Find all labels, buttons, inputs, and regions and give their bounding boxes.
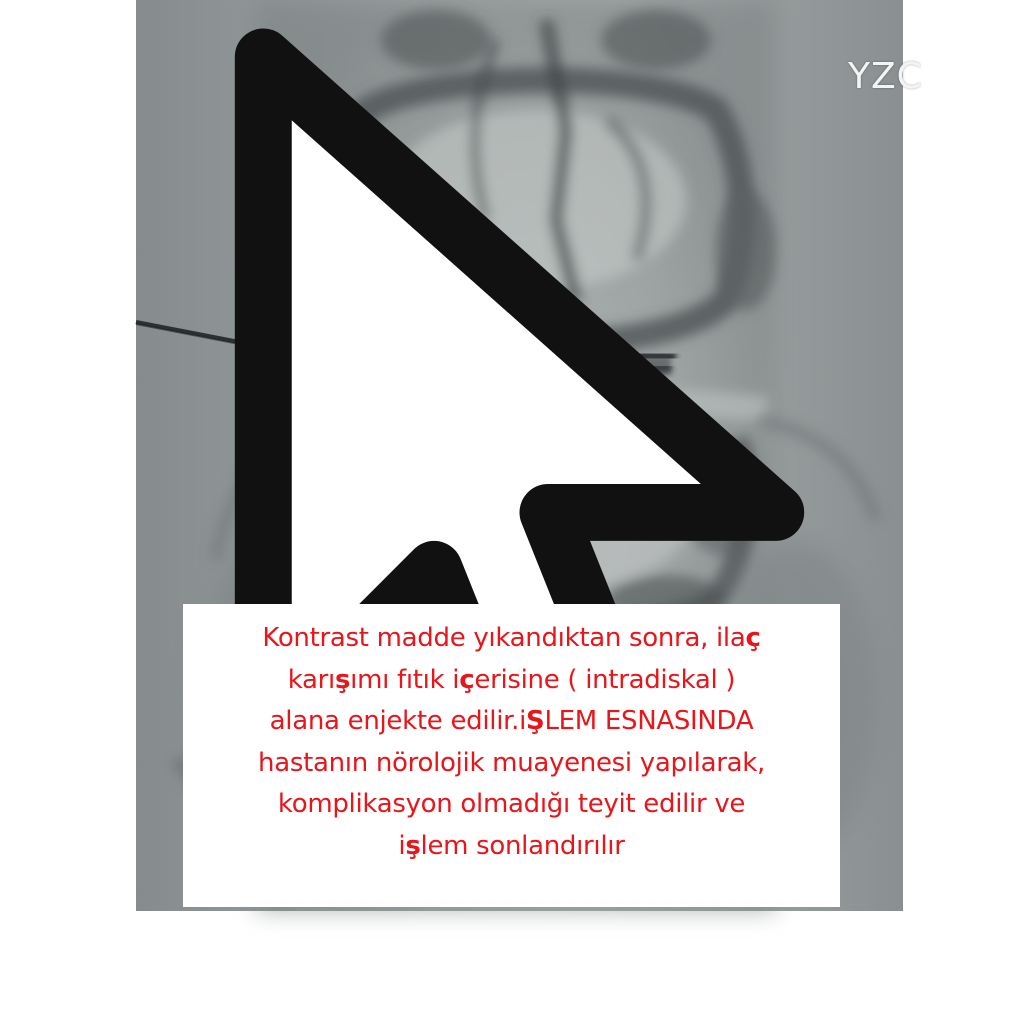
caption-line-1 <box>193 618 830 660</box>
caption-text: karı <box>287 664 335 695</box>
caption-emphasis: Ş <box>526 706 545 736</box>
image-overlay-label: YZC <box>848 56 923 97</box>
caption-text: hastanın nörolojik muayenesi yapılarak, <box>258 747 765 778</box>
caption-text: ımı fıtık i <box>350 664 460 695</box>
caption-emphasis: ç <box>459 664 475 695</box>
caption-line-5 <box>193 784 830 826</box>
caption-line-3 <box>193 701 830 743</box>
caption-text: Kontrast madde yıkandıktan sonra, ila <box>262 623 746 653</box>
caption-emphasis: ç <box>745 623 761 653</box>
caption-line-4 <box>193 743 830 785</box>
caption-text: erisine ( intradiskal ) <box>474 664 736 695</box>
caption-box <box>183 604 840 907</box>
caption-text: i <box>398 830 406 861</box>
caption-text: LEM ESNASINDA <box>544 706 754 736</box>
caption-line-2 <box>193 660 830 702</box>
caption-text: lem sonlandırılır <box>420 830 625 861</box>
caption-emphasis: ş <box>405 830 421 861</box>
caption-line-6 <box>193 826 830 868</box>
caption-text: komplikasyon olmadığı teyit edilir ve <box>277 789 746 819</box>
caption-text: alana enjekte edilir.i <box>269 706 527 736</box>
caption-emphasis: ş <box>334 664 351 695</box>
